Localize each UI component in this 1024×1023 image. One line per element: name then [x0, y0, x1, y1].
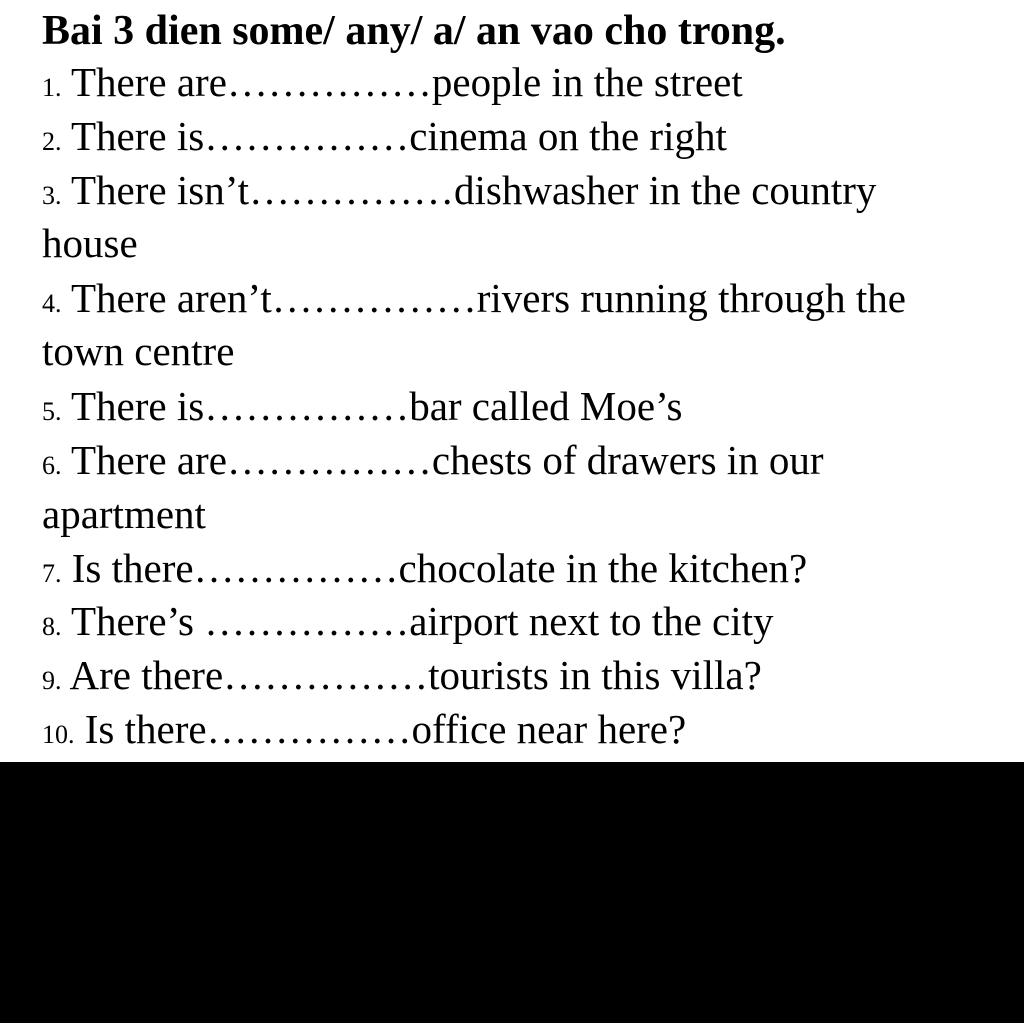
exercise-item-4: [42, 273, 906, 329]
item-number: 10.: [42, 720, 75, 749]
exercise-title: Bai 3 dien some/ any/ a/ an vao cho trong.: [42, 8, 786, 54]
exercise-item-6: [42, 435, 824, 491]
item-number: 9.: [42, 666, 62, 695]
item-text: There’s ……………airport next to the city: [61, 598, 774, 644]
item-text: There is……………bar called Moe’s: [61, 383, 683, 429]
item-number: 7.: [42, 559, 62, 588]
item-number: 3.: [42, 181, 62, 210]
item-text: Is there……………chocolate in the kitchen?: [61, 545, 808, 591]
black-background-area: [0, 762, 1024, 1023]
exercise-item-3-continuation: house: [42, 220, 138, 266]
item-text: There aren’t……………rivers running through the: [61, 275, 906, 321]
item-number: 1.: [42, 73, 62, 102]
item-number: 2.: [42, 127, 62, 156]
exercise-item-3: [42, 165, 876, 221]
item-number: 5.: [42, 397, 62, 426]
item-number: 6.: [42, 451, 62, 480]
exercise-item-2: [42, 111, 727, 167]
item-text: Are there……………tourists in this villa?: [61, 652, 762, 698]
item-text: There isn’t……………dishwasher in the country: [61, 167, 877, 213]
exercise-item-1: [42, 57, 743, 113]
item-number: 8.: [42, 612, 62, 641]
exercise-item-4-continuation: town centre: [42, 328, 235, 374]
exercise-item-5: [42, 381, 682, 437]
item-text: Is there……………office near here?: [74, 706, 687, 752]
exercise-item-7: [42, 543, 807, 599]
item-text: There are……………people in the street: [61, 59, 743, 105]
exercise-item-9: [42, 650, 762, 706]
item-text: There is……………cinema on the right: [61, 113, 727, 159]
exercise-item-8: [42, 596, 774, 652]
item-number: 4.: [42, 289, 62, 318]
exercise-item-6-continuation: apartment: [42, 491, 206, 537]
exercise-item-10: [42, 704, 686, 760]
item-text: There are……………chests of drawers in our: [61, 437, 824, 483]
